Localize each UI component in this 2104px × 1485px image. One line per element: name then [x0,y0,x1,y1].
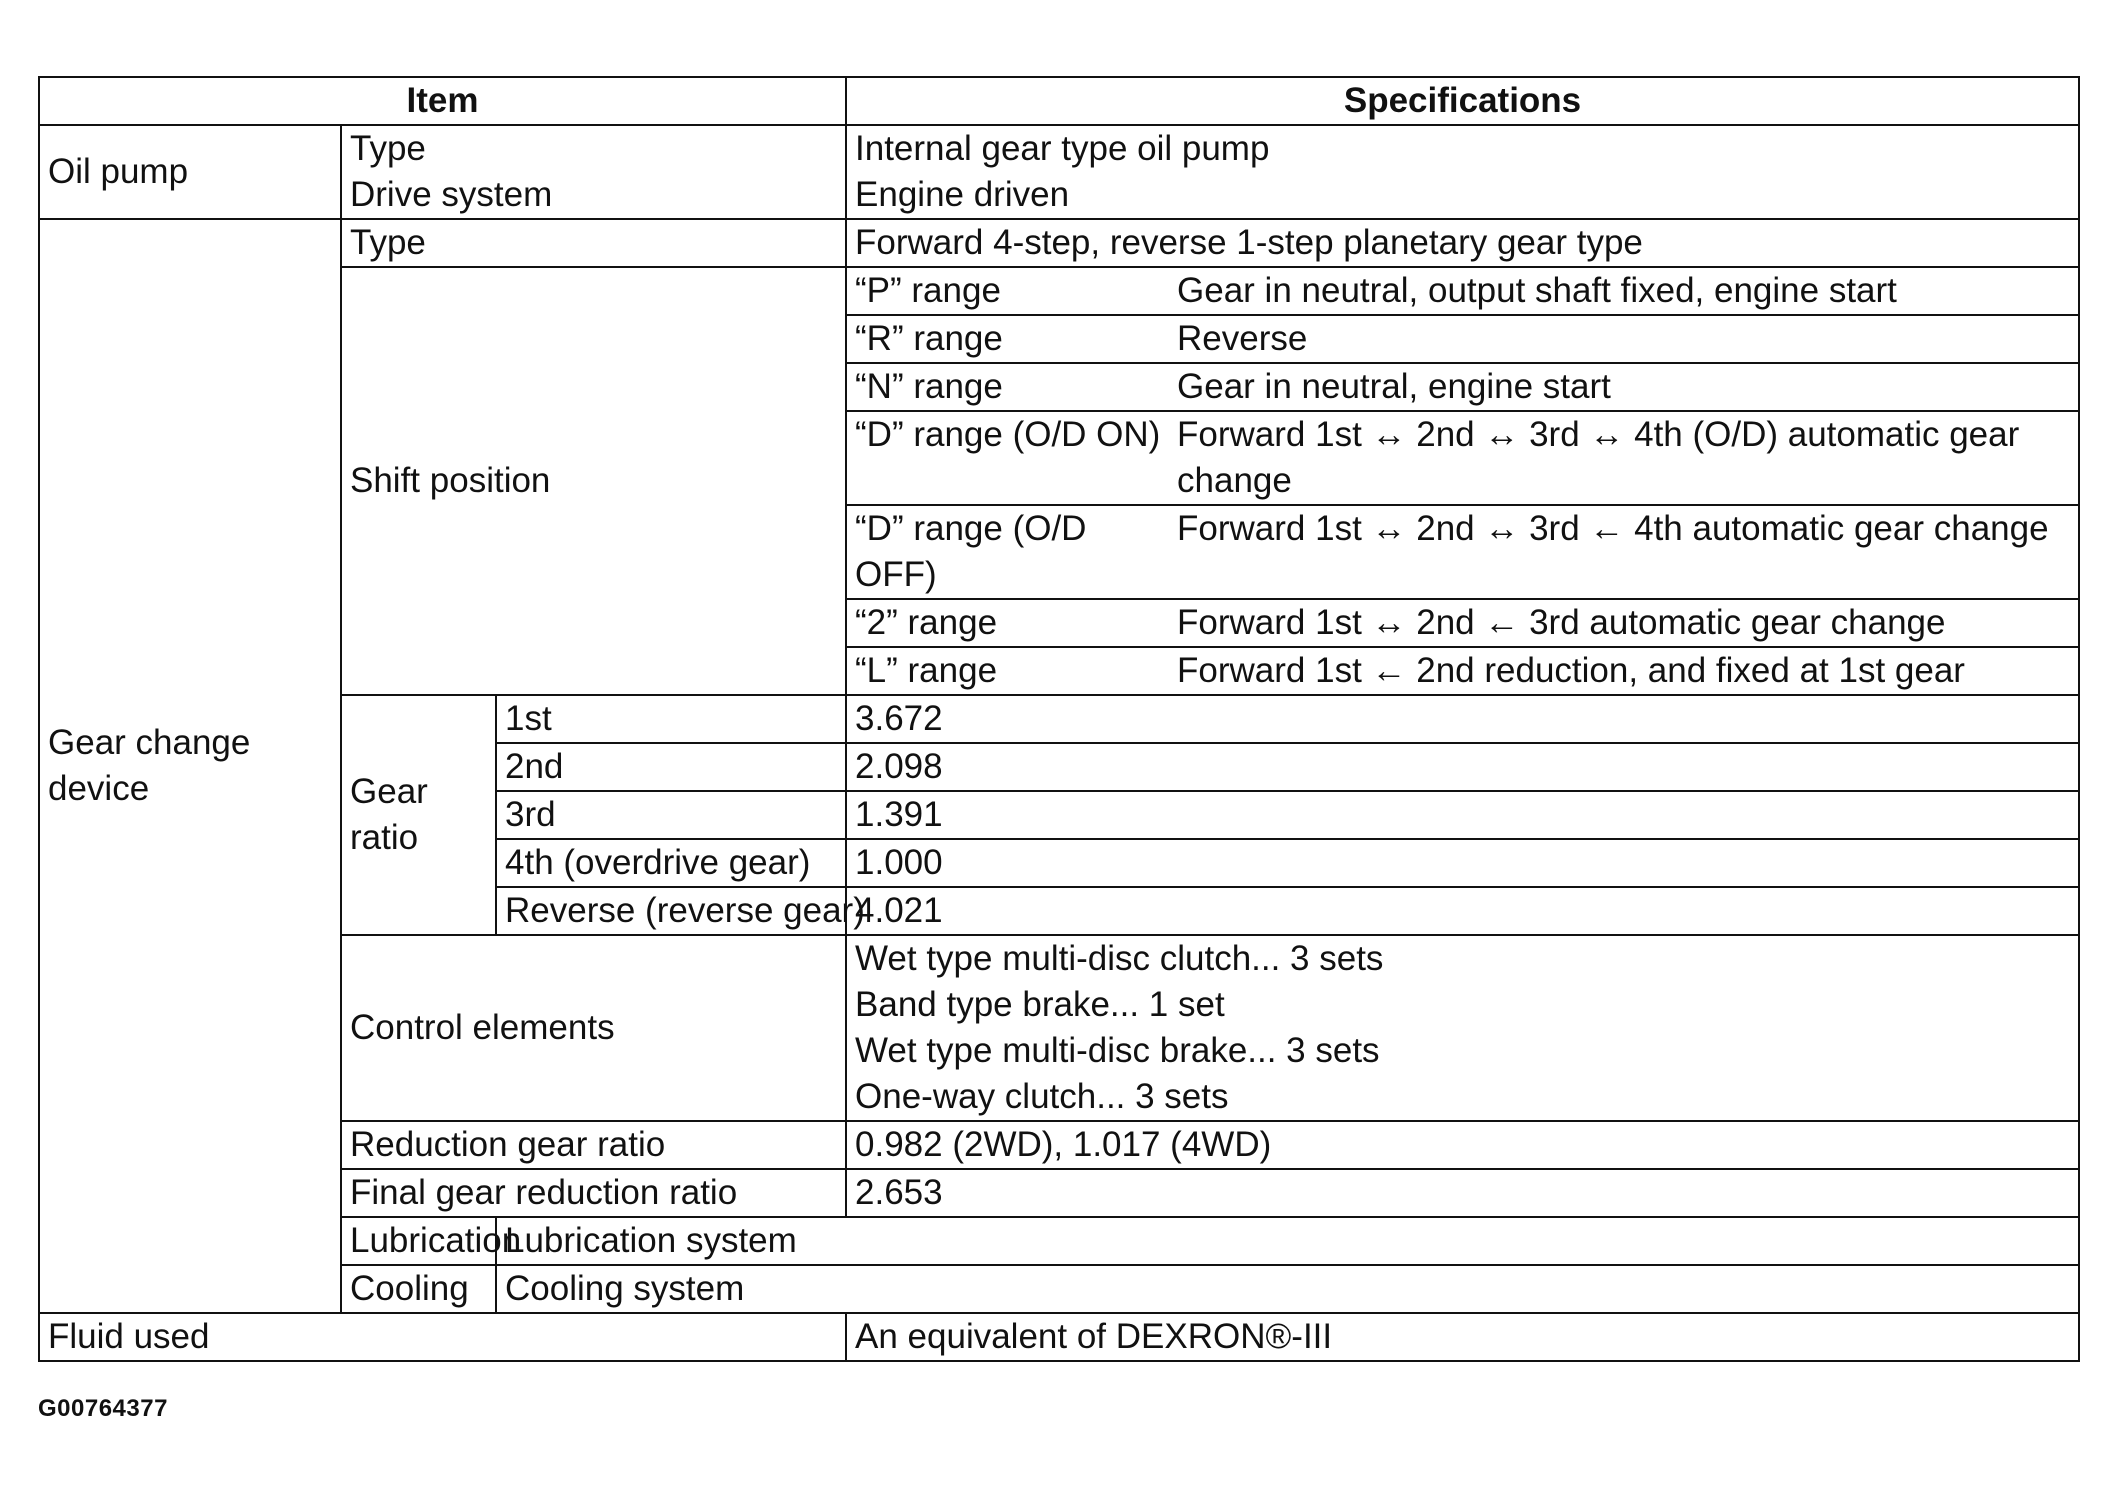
figure-id: G00764377 [38,1395,168,1422]
cooling-row [39,1265,2079,1313]
oil-pump-label: Oil pump [39,125,341,219]
oil-pump-values [846,125,2079,219]
gear-ratio-label: Gear ratio [341,695,496,935]
control-element: Band type brake... 1 set [855,985,1225,1024]
reduction-gear-label: Reduction gear ratio [341,1121,846,1169]
oil-pump-row [39,125,2079,219]
item-header: Item [39,77,846,125]
final-gear-label: Final gear reduction ratio [341,1169,846,1217]
range-label: “D” range (O/D OFF) [855,509,1087,594]
range-description: Forward 1st ↔ 2nd ↔ 3rd ↔ 4th (O/D) automatic gear change [1177,415,2020,500]
control-element: One-way clutch... 3 sets [855,1077,1229,1116]
range-description: Forward 1st ↔ 2nd ↔ 3rd ← 4th automatic gear change [1177,509,2049,548]
oil-pump-type-value: Internal gear type oil pump [855,129,1270,168]
range-description: Gear in neutral, output shaft fixed, engine start [1177,271,1897,310]
shift-range-cell [846,315,2079,363]
gear-ratio-row [39,695,2079,743]
shift-range-cell [846,411,2079,505]
gear-ratio-value: 1.391 [846,791,2079,839]
control-elements-label: Control elements [341,935,846,1121]
shift-range-row [39,267,2079,315]
fluid-label: Fluid used [39,1313,846,1361]
gear-name: 3rd [496,791,846,839]
range-label: “P” range [855,271,1001,310]
control-elements-values [846,935,2079,1121]
gear-name: Reverse (reverse gear) [496,887,846,935]
final-gear-row [39,1169,2079,1217]
specifications-header: Specifications [846,77,2079,125]
range-label: “L” range [855,651,998,690]
fluid-value: An equivalent of DEXRON®-III [846,1313,2079,1361]
gear-name: 4th (overdrive gear) [496,839,846,887]
gear-ratio-value: 3.672 [846,695,2079,743]
range-label: “2” range [855,603,998,642]
lubrication-label: Lubrication [341,1217,496,1265]
range-description: Forward 1st ↔ 2nd ← 3rd automatic gear change [1177,603,1946,642]
oil-pump-drive-value: Engine driven [855,175,1070,214]
spec-sheet [38,76,2078,1362]
range-description: Gear in neutral, engine start [1177,367,1611,406]
gear-ratio-value: 4.021 [846,887,2079,935]
oil-pump-drive-label: Drive system [350,175,553,214]
gear-type-value: Forward 4-step, reverse 1-step planetary gear type [846,219,2079,267]
cooling-label: Cooling [341,1265,496,1313]
gear-type-label: Type [341,219,846,267]
lubrication-row [39,1217,2079,1265]
gear-change-device-label: Gear change device [39,219,341,1313]
reduction-gear-row [39,1121,2079,1169]
range-label: “R” range [855,319,1003,358]
fluid-row [39,1313,2079,1361]
range-label: “N” range [855,367,1003,406]
cooling-system-label: Cooling system [496,1265,2079,1313]
lubrication-system-label: Lubrication system [496,1217,2079,1265]
header-row [39,77,2079,125]
oil-pump-item-labels [341,125,846,219]
shift-range-cell [846,363,2079,411]
gear-ratio-value: 1.000 [846,839,2079,887]
gear-type-row [39,219,2079,267]
range-description: Forward 1st ← 2nd reduction, and fixed at 1st gear [1177,651,1965,690]
shift-range-cell [846,647,2079,695]
control-element: Wet type multi-disc clutch... 3 sets [855,939,1384,978]
oil-pump-type-label: Type [350,129,426,168]
control-elements-row [39,935,2079,1121]
range-label: “D” range (O/D ON) [855,415,1161,454]
gear-name: 1st [496,695,846,743]
shift-position-label: Shift position [341,267,846,695]
shift-range-cell [846,267,2079,315]
shift-range-cell [846,505,2079,599]
gear-name: 2nd [496,743,846,791]
specification-table [38,76,2080,1362]
final-gear-value: 2.653 [846,1169,2079,1217]
gear-ratio-value: 2.098 [846,743,2079,791]
shift-range-cell [846,599,2079,647]
reduction-gear-value: 0.982 (2WD), 1.017 (4WD) [846,1121,2079,1169]
control-element: Wet type multi-disc brake... 3 sets [855,1031,1380,1070]
range-description: Reverse [1177,319,1308,358]
